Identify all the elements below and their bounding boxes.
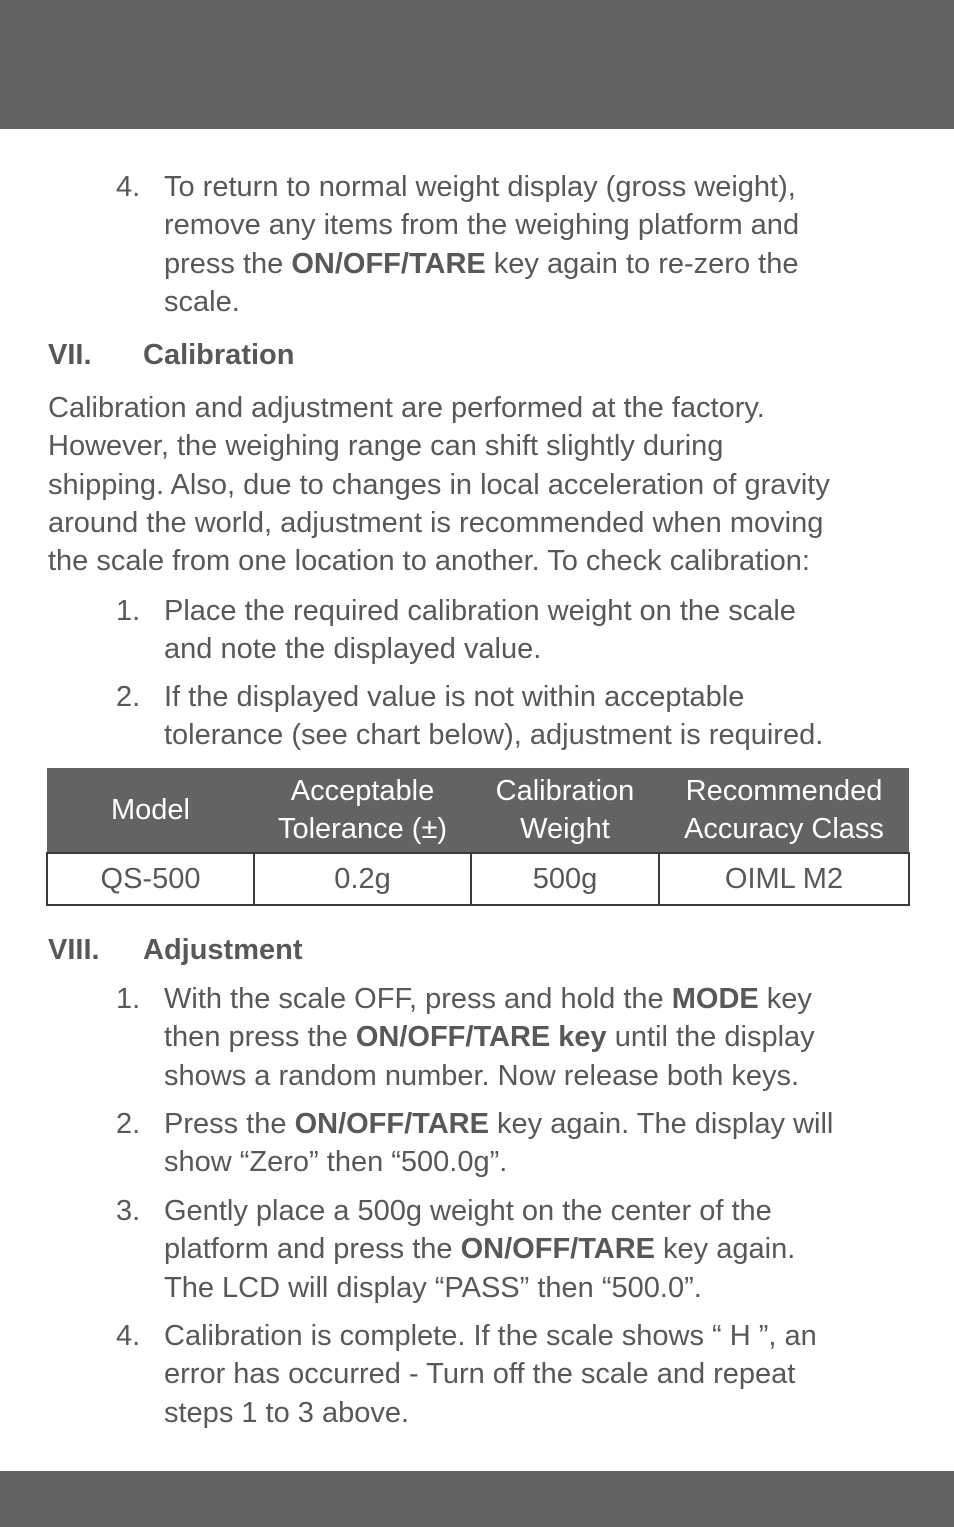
step-text: Gently place a 500g weight on the center of the platform and press the ON/OFF/TARE key again. The LCD will display “PASS” then “500.0”.	[164, 1195, 796, 1304]
step-number: 4.	[116, 171, 141, 203]
section-title: Adjustment	[143, 934, 303, 966]
step-line: scale.	[164, 285, 240, 318]
step-number: 2.	[116, 1108, 141, 1140]
step-text: Calibration is complete. If the scale shows “ H ”, an error has occurred - Turn off the scale and repeat steps 1 to 3 above.	[164, 1320, 817, 1429]
footer-bar	[0, 1471, 954, 1527]
cell-tolerance: 0.2g	[254, 853, 471, 905]
step-line: remove any items from the weighing platform and	[164, 209, 800, 242]
key-name: ON/OFF/TARE	[460, 1233, 655, 1266]
cell-accuracy-class: OIML M2	[659, 853, 909, 905]
header-tolerance: Acceptable Tolerance (±)	[254, 768, 471, 853]
section-number: VII.	[48, 339, 92, 371]
step-number: 3.	[116, 1195, 141, 1227]
step-line: press the ON/OFF/TARE key again to re-zero the	[164, 247, 799, 280]
key-name: ON/OFF/TARE	[291, 247, 486, 280]
step-text: Place the required calibration weight on the scale and note the displayed value.	[164, 595, 796, 666]
step-number: 2.	[116, 681, 141, 713]
section-number: VIII.	[48, 934, 100, 966]
section-title: Calibration	[143, 339, 295, 371]
step-text	[164, 168, 924, 321]
step-text: With the scale OFF, press and hold the MODE key then press the ON/OFF/TARE key until the display shows a random number. Now release both keys.	[164, 983, 815, 1092]
header-accuracy-class: Recommended Accuracy Class	[659, 768, 909, 853]
table-header-row	[47, 768, 909, 853]
key-name: ON/OFF/TARE	[294, 1108, 489, 1140]
step-number: 1.	[116, 595, 141, 627]
table-row	[47, 853, 909, 905]
step-line: To return to normal weight display (gross weight),	[164, 171, 796, 203]
cell-model: QS-500	[47, 853, 254, 905]
header-calibration-weight: Calibration Weight	[471, 768, 659, 853]
step-text: If the displayed value is not within acceptable tolerance (see chart below), adjustment is required.	[164, 681, 824, 752]
step-number: 4.	[116, 1320, 141, 1352]
tolerance-table	[46, 768, 910, 906]
header-bar	[0, 0, 954, 129]
calibration-paragraph: Calibration and adjustment are performed at the factory. However, the weighing range can shift slightly during shipping. Also, due to changes in local acceleration of gravity around the world, adjustment is recommended when moving the scale from one location to another. To check calibration:	[48, 392, 830, 578]
step-text: Press the ON/OFF/TARE key again. The display will show “Zero” then “500.0g”.	[164, 1108, 834, 1179]
header-model: Model	[47, 768, 254, 853]
cell-calibration-weight: 500g	[471, 853, 659, 905]
key-name: MODE	[671, 983, 759, 1015]
key-name: ON/OFF/TARE key	[355, 1021, 607, 1054]
step-number: 1.	[116, 983, 141, 1015]
